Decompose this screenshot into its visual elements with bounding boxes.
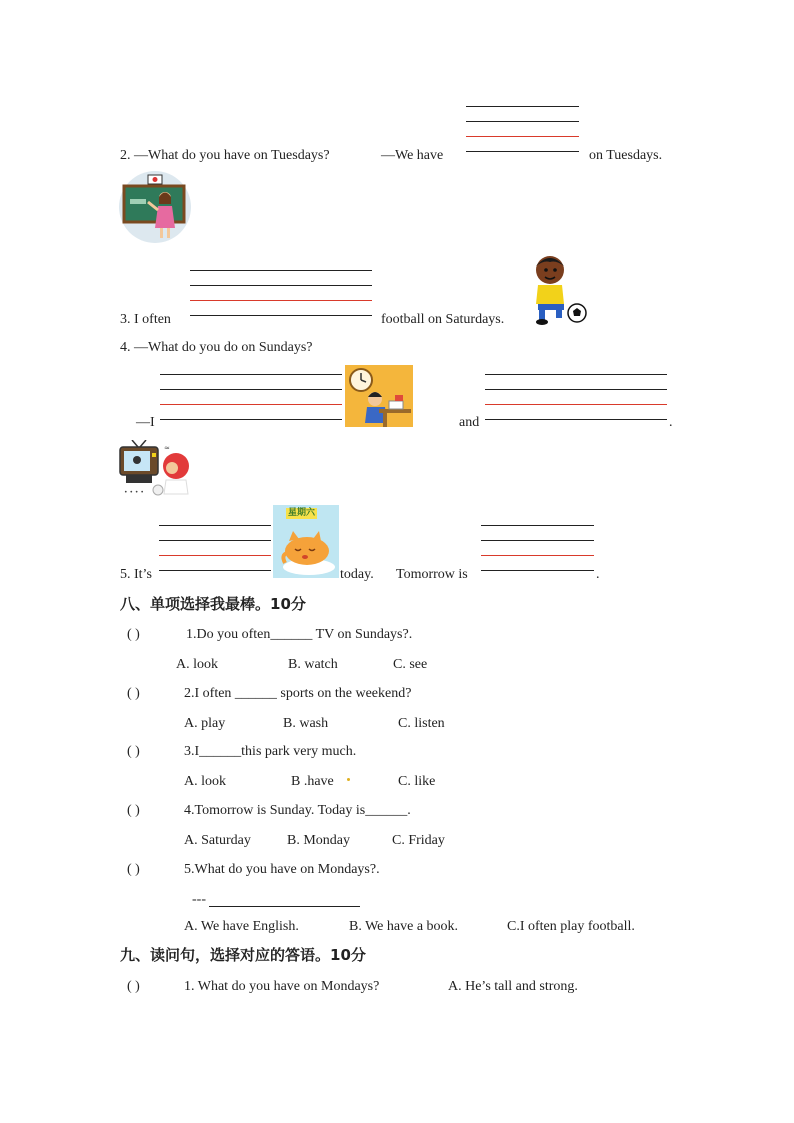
saturday-picture [273, 505, 339, 578]
q5-period: . [596, 567, 600, 582]
answer-blank[interactable] [485, 419, 667, 420]
s8-q5-option-a[interactable]: A. We have English. [184, 919, 299, 934]
s8-q4-option-c[interactable]: C. Friday [392, 833, 445, 848]
q4-and: and [459, 415, 480, 430]
writing-line-red [190, 300, 372, 301]
answer-blank[interactable] [190, 315, 372, 316]
svg-text:• • • •: • • • • [124, 489, 144, 496]
s8-q5: 5.What do you have on Mondays?. [184, 862, 380, 877]
s8-q2-option-a[interactable]: A. play [184, 716, 226, 731]
writing-line [190, 270, 372, 271]
answer-paren[interactable]: ( ) [127, 803, 140, 818]
writing-line [159, 540, 271, 541]
q4-period: . [669, 415, 673, 430]
answer-blank[interactable] [209, 906, 360, 907]
answer-paren[interactable]: ( ) [127, 627, 140, 642]
writing-line [485, 389, 667, 390]
writing-line [190, 285, 372, 286]
q3-end: football on Saturdays. [381, 312, 505, 327]
s8-q2-option-c[interactable]: C. listen [398, 716, 445, 731]
answer-paren[interactable]: ( ) [127, 979, 140, 994]
boy-football-picture [526, 252, 590, 326]
s8-q1-option-a[interactable]: A. look [176, 657, 218, 672]
svg-text:≈: ≈ [164, 444, 170, 452]
answer-blank[interactable] [481, 570, 594, 571]
s8-q3-option-a[interactable]: A. look [184, 774, 226, 789]
writing-line [481, 525, 594, 526]
s8-q5-answer-dash: --- [192, 892, 206, 907]
writing-line-red [481, 555, 594, 556]
q2-question: 2. —What do you have on Tuesdays? [120, 148, 330, 163]
writing-line-red [466, 136, 579, 137]
writing-line-red [160, 404, 342, 405]
s8-q1-option-c[interactable]: C. see [393, 657, 428, 672]
q4-question: 4. —What do you do on Sundays? [120, 340, 313, 355]
writing-line [160, 389, 342, 390]
s8-q3-option-b[interactable]: B .have [291, 774, 334, 789]
stray-dot [347, 778, 350, 781]
teacher-blackboard-picture [118, 170, 192, 244]
homework-picture [345, 365, 413, 427]
writing-line [160, 374, 342, 375]
q5-start: 5. It’s [120, 567, 152, 582]
q5-tomorrow: Tomorrow is [396, 567, 468, 582]
answer-blank[interactable] [159, 570, 271, 571]
s8-q4-option-b[interactable]: B. Monday [287, 833, 350, 848]
writing-line [466, 121, 579, 122]
sleeping-cat-icon [273, 505, 339, 578]
q3-start: 3. I often [120, 312, 171, 327]
q4-answer-start: —I [136, 415, 155, 430]
answer-blank[interactable] [466, 151, 579, 152]
section9-title: 九、读问句，选择对应的答语。10分 [120, 946, 366, 964]
s8-q5-option-b[interactable]: B. We have a book. [349, 919, 459, 934]
q5-today: today. [340, 567, 374, 582]
q2-answer-end: on Tuesdays. [589, 148, 663, 163]
writing-line [481, 540, 594, 541]
s8-q1-option-b[interactable]: B. watch [288, 657, 338, 672]
writing-line-red [485, 404, 667, 405]
writing-line [485, 374, 667, 375]
s8-q3: 3.I______this park very much. [184, 744, 357, 759]
s8-q3-option-c[interactable]: C. like [398, 774, 436, 789]
saturday-label: 星期六 [288, 508, 316, 518]
s9-q1: 1. What do you have on Mondays? [184, 979, 380, 994]
s8-q2: 2.I often ______ sports on the weekend? [184, 686, 412, 701]
s8-q4: 4.Tomorrow is Sunday. Today is______. [184, 803, 411, 818]
writing-line [466, 106, 579, 107]
writing-line-red [159, 555, 271, 556]
watching-tv-picture [118, 440, 196, 498]
answer-blank[interactable] [160, 419, 342, 420]
answer-paren[interactable]: ( ) [127, 744, 140, 759]
q2-answer-start: —We have [381, 148, 444, 163]
section8-title: 八、单项选择我最棒。10分 [120, 595, 306, 613]
answer-paren[interactable]: ( ) [127, 686, 140, 701]
s8-q4-option-a[interactable]: A. Saturday [184, 833, 251, 848]
s9-q1-answer: A. He’s tall and strong. [448, 979, 578, 994]
s8-q2-option-b[interactable]: B. wash [283, 716, 329, 731]
s8-q1: 1.Do you often______ TV on Sundays?. [186, 627, 413, 642]
s8-q5-option-c[interactable]: C.I often play football. [507, 919, 635, 934]
answer-paren[interactable]: ( ) [127, 862, 140, 877]
writing-line [159, 525, 271, 526]
